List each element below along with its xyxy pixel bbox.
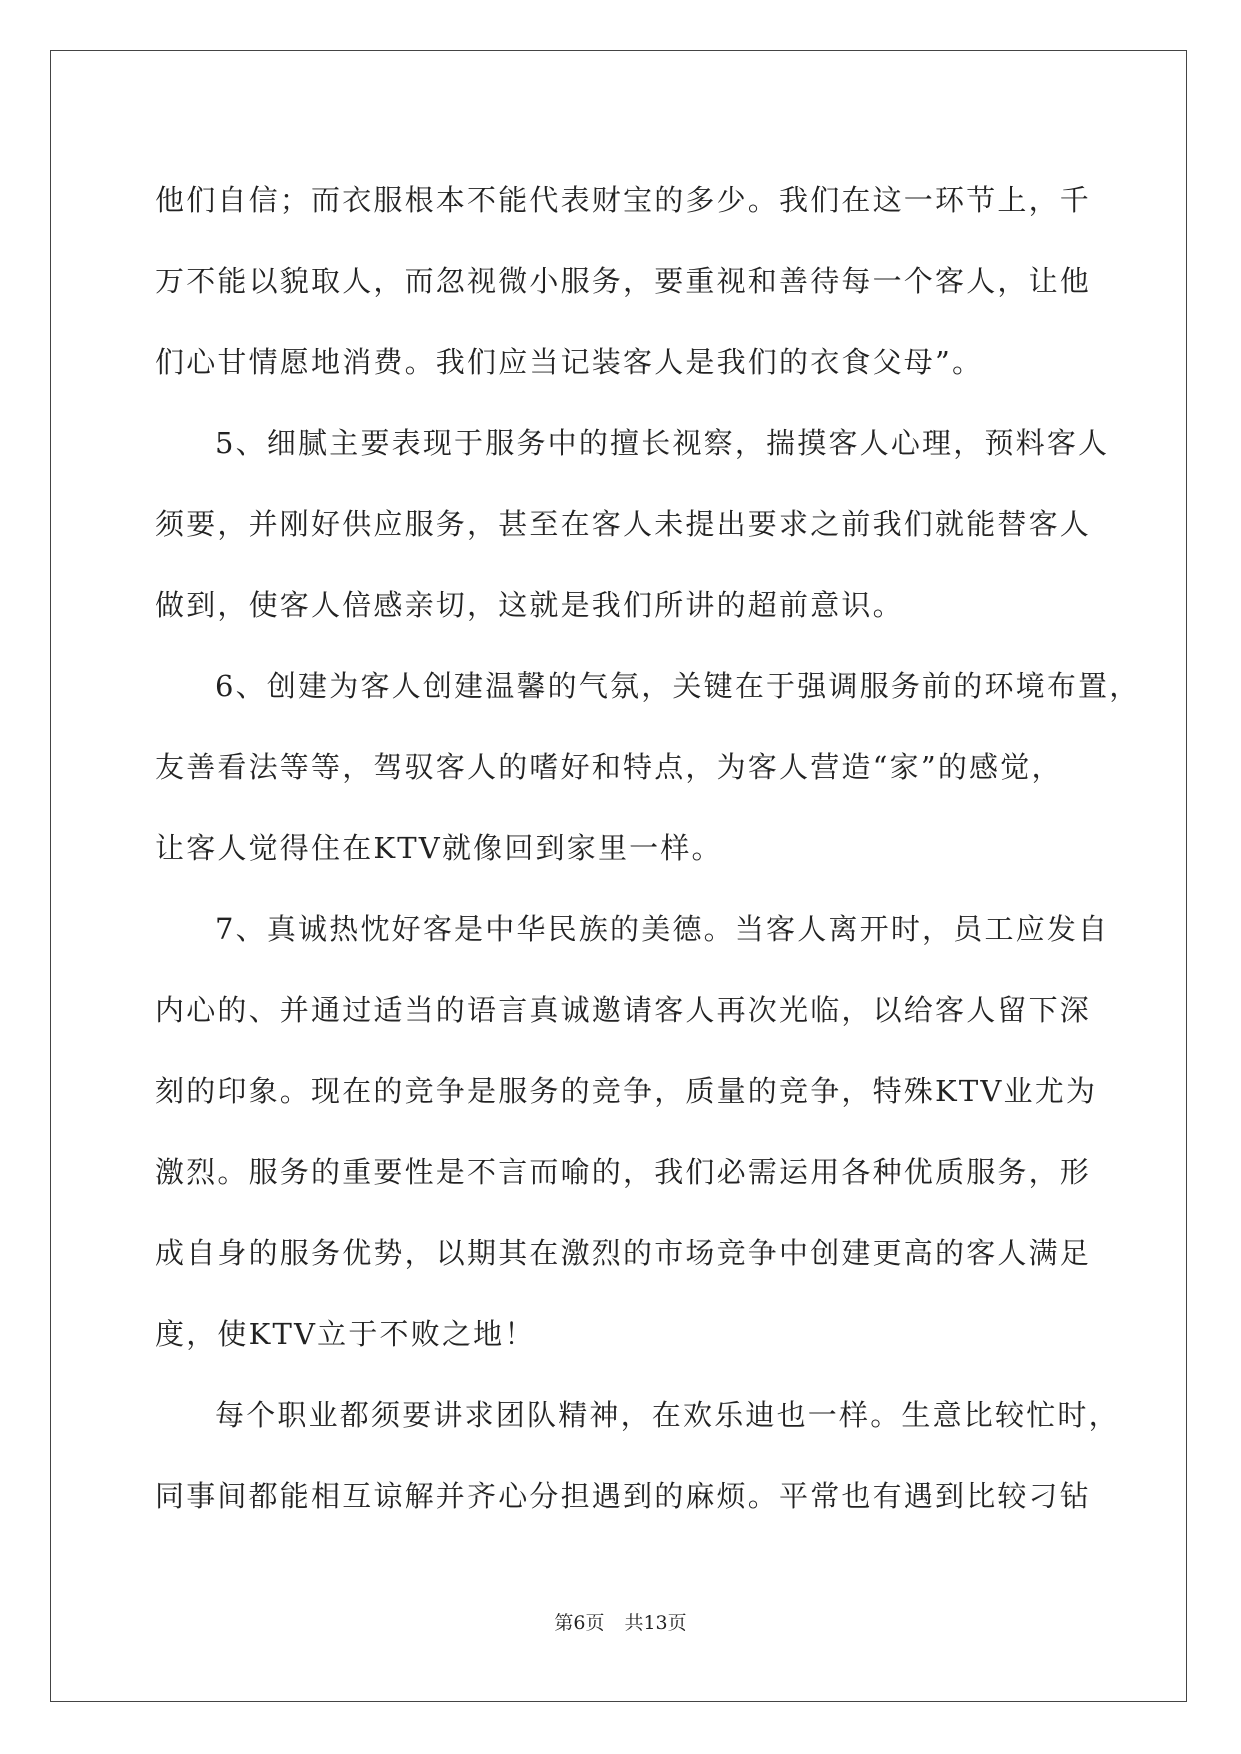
text-line: 6、创建为客人创建温馨的气氛，关键在于强调服务前的环境布置， <box>215 669 1141 703</box>
page-number: 第6页 <box>554 1612 605 1634</box>
text-line: 他们自信；而衣服根本不能代表财宝的多少。我们在这一环节上，千 <box>155 183 1092 217</box>
page-total: 共13页 <box>624 1612 687 1634</box>
text-line: 5、细腻主要表现于服务中的擅长视察，揣摸客人心理，预料客人 <box>215 426 1110 460</box>
document-body <box>155 160 1141 1537</box>
text-line: 让客人觉得住在KTV就像回到家里一样。 <box>155 831 723 865</box>
text-line: 友善看法等等，驾驭客人的嗜好和特点，为客人营造“家”的感觉， <box>155 750 1063 784</box>
text-line: 激烈。服务的重要性是不言而喻的，我们必需运用各种优质服务，形 <box>155 1155 1092 1189</box>
text-line: 内心的、并通过适当的语言真诚邀请客人再次光临，以给客人留下深 <box>155 993 1092 1027</box>
text-line: 做到，使客人倍感亲切，这就是我们所讲的超前意识。 <box>155 588 904 622</box>
text-line: 度，使KTV立于不败之地！ <box>155 1317 536 1351</box>
text-line: 万不能以貌取人，而忽视微小服务，要重视和善待每一个客人，让他 <box>155 264 1092 298</box>
text-line: 刻的印象。现在的竞争是服务的竞争，质量的竞争，特殊KTV业尤为 <box>155 1074 1098 1108</box>
text-line: 们心甘情愿地消费。我们应当记装客人是我们的衣食父母”。 <box>155 345 984 379</box>
text-line: 每个职业都须要讲求团队精神，在欢乐迪也一样。生意比较忙时， <box>215 1398 1120 1432</box>
text-line: 须要，并刚好供应服务，甚至在客人未提出要求之前我们就能替客人 <box>155 507 1092 541</box>
page-footer <box>0 1608 1241 1635</box>
text-line: 成自身的服务优势，以期其在激烈的市场竞争中创建更高的客人满足 <box>155 1236 1092 1270</box>
text-line: 7、真诚热忱好客是中华民族的美德。当客人离开时，员工应发自 <box>215 912 1110 946</box>
text-line: 同事间都能相互谅解并齐心分担遇到的麻烦。平常也有遇到比较刁钻 <box>155 1479 1092 1513</box>
